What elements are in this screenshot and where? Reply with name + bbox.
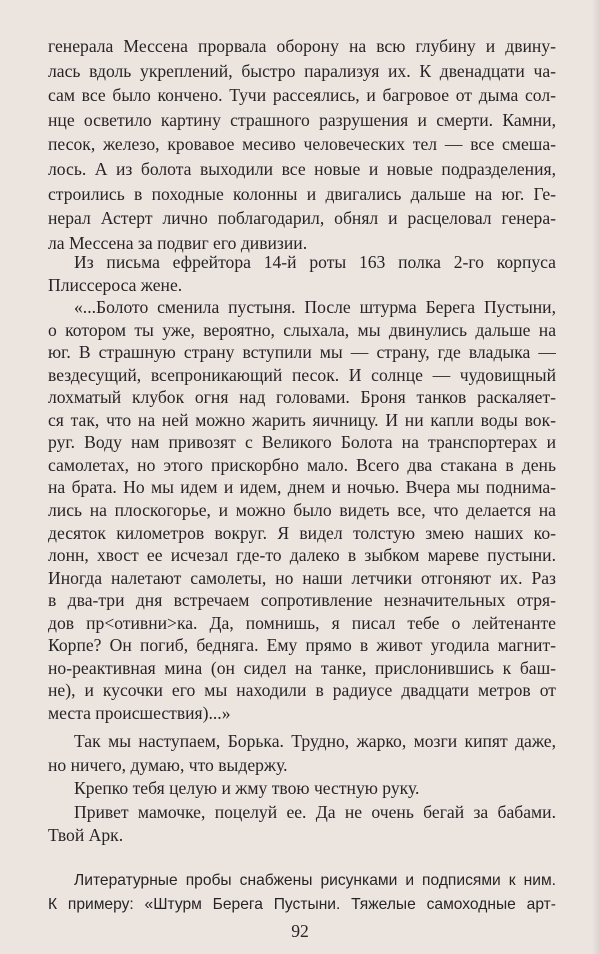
text-line: руг. Воду нам привозят с Великого Болота на транспортерах и: [48, 432, 556, 453]
paragraph-battle-narrative: [48, 34, 556, 255]
text-line: сам все было кончено. Тучи рассеялись, и багровое от дыма сол-: [48, 85, 556, 106]
text-line: самолетах, но этого прискорбно мало. Всего два стакана в день: [48, 454, 556, 475]
text-line: в два-три дня встречаем сопротивление незначительных отря-: [48, 590, 556, 611]
text-line: Твой Арк.: [48, 825, 124, 845]
paragraph-letter-closing: [48, 730, 556, 848]
text-line: ся так, что на ней можно жарить яичницу. И ни капли воды вок-: [48, 409, 556, 430]
text-line: Привет мамочке, поцелуй ее. Да не очень бегай за бабами.: [74, 801, 556, 822]
text-line: генерала Мессена прорвала оборону на всю глубину и двину-: [48, 36, 556, 56]
text-line: вездесущий, всепроникающий песок. И солнце — чудовищный: [48, 364, 556, 385]
text-line: Из письма ефрейтора 14-й роты 163 полка 2-го корпуса: [74, 252, 556, 272]
text-line: Крепко тебя целую и жму твою честную руку.: [74, 778, 420, 798]
text-line: Плиссероса жене.: [48, 274, 183, 295]
text-line: «...Болото сменила пустыня. После штурма Берега Пустыни,: [74, 297, 556, 318]
text-line: о котором ты уже, вероятно, слыхала, мы двинулись дальше на: [48, 319, 556, 340]
text-line: лась вдоль укреплений, быстро парализуя их. К двенадцати ча-: [48, 60, 556, 81]
text-line: Литературные пробы снабжены рисунками и подписями к ним.: [74, 872, 556, 889]
paragraph-letter: [48, 251, 556, 724]
text-line: Так мы наступаем, Борька. Трудно, жарко, мозги кипят даже,: [74, 731, 556, 751]
text-line: ла Мессена за подвиг его дивизии.: [48, 232, 308, 253]
text-line: лось. А из болота выходили все новые и новые подразделения,: [48, 158, 556, 179]
text-line: строились в походные колонны и двигались дальше на юг. Ге-: [48, 183, 556, 204]
text-line: Корпе? Он погиб, бедняга. Ему прямо в живот угодила магнит-: [48, 635, 556, 656]
text-line: но ничего, думаю, что выдержу.: [48, 754, 288, 775]
text-line: К примеру: «Штурм Берега Пустыни. Тяжелые самоходные арт-: [48, 896, 556, 913]
text-line: дов пр<отивни>ка. Да, помнишь, я писал тебе о лейтенанте: [48, 612, 556, 633]
page-number: 92: [291, 921, 309, 941]
paragraph-literary-notes: [48, 869, 556, 917]
text-line: песок, железо, кровавое месиво человеческих тел — все смеша-: [48, 134, 556, 155]
text-line: десяток километров вокруг. Я видел толстую змею наших ко-: [48, 522, 556, 543]
text-line: не), и кусочки его мы находили в радиусе двадцати метров от: [48, 680, 556, 701]
text-line: лись на плоскогорье, и можно было видеть все, что делается на: [48, 500, 556, 521]
page-edge-shadow: [592, 0, 600, 954]
text-line: на брата. Но мы идем и идем, днем и ночью. Вчера мы поднима-: [48, 477, 556, 498]
text-line: места происшествия)...»: [48, 702, 231, 723]
text-line: лонн, хвост ее исчезал где-то далеко в зыбком мареве пустыни.: [48, 545, 556, 566]
text-line: нце осветило картину страшного разрушения и смерти. Камни,: [48, 109, 556, 130]
text-line: лохматый клубок огня над головами. Броня танков раскаляет-: [48, 387, 556, 408]
text-line: нерал Астерт лично поблагодарил, обнял и расцеловал генера-: [48, 208, 556, 229]
text-line: юг. В страшную страну вступили мы — страну, где владыка —: [48, 342, 556, 363]
text-line: но-реактивная мина (он сидел на танке, прислонившись к баш-: [48, 657, 556, 678]
text-line: Иногда налетают самолеты, но наши летчики отгоняют их. Раз: [48, 567, 556, 588]
